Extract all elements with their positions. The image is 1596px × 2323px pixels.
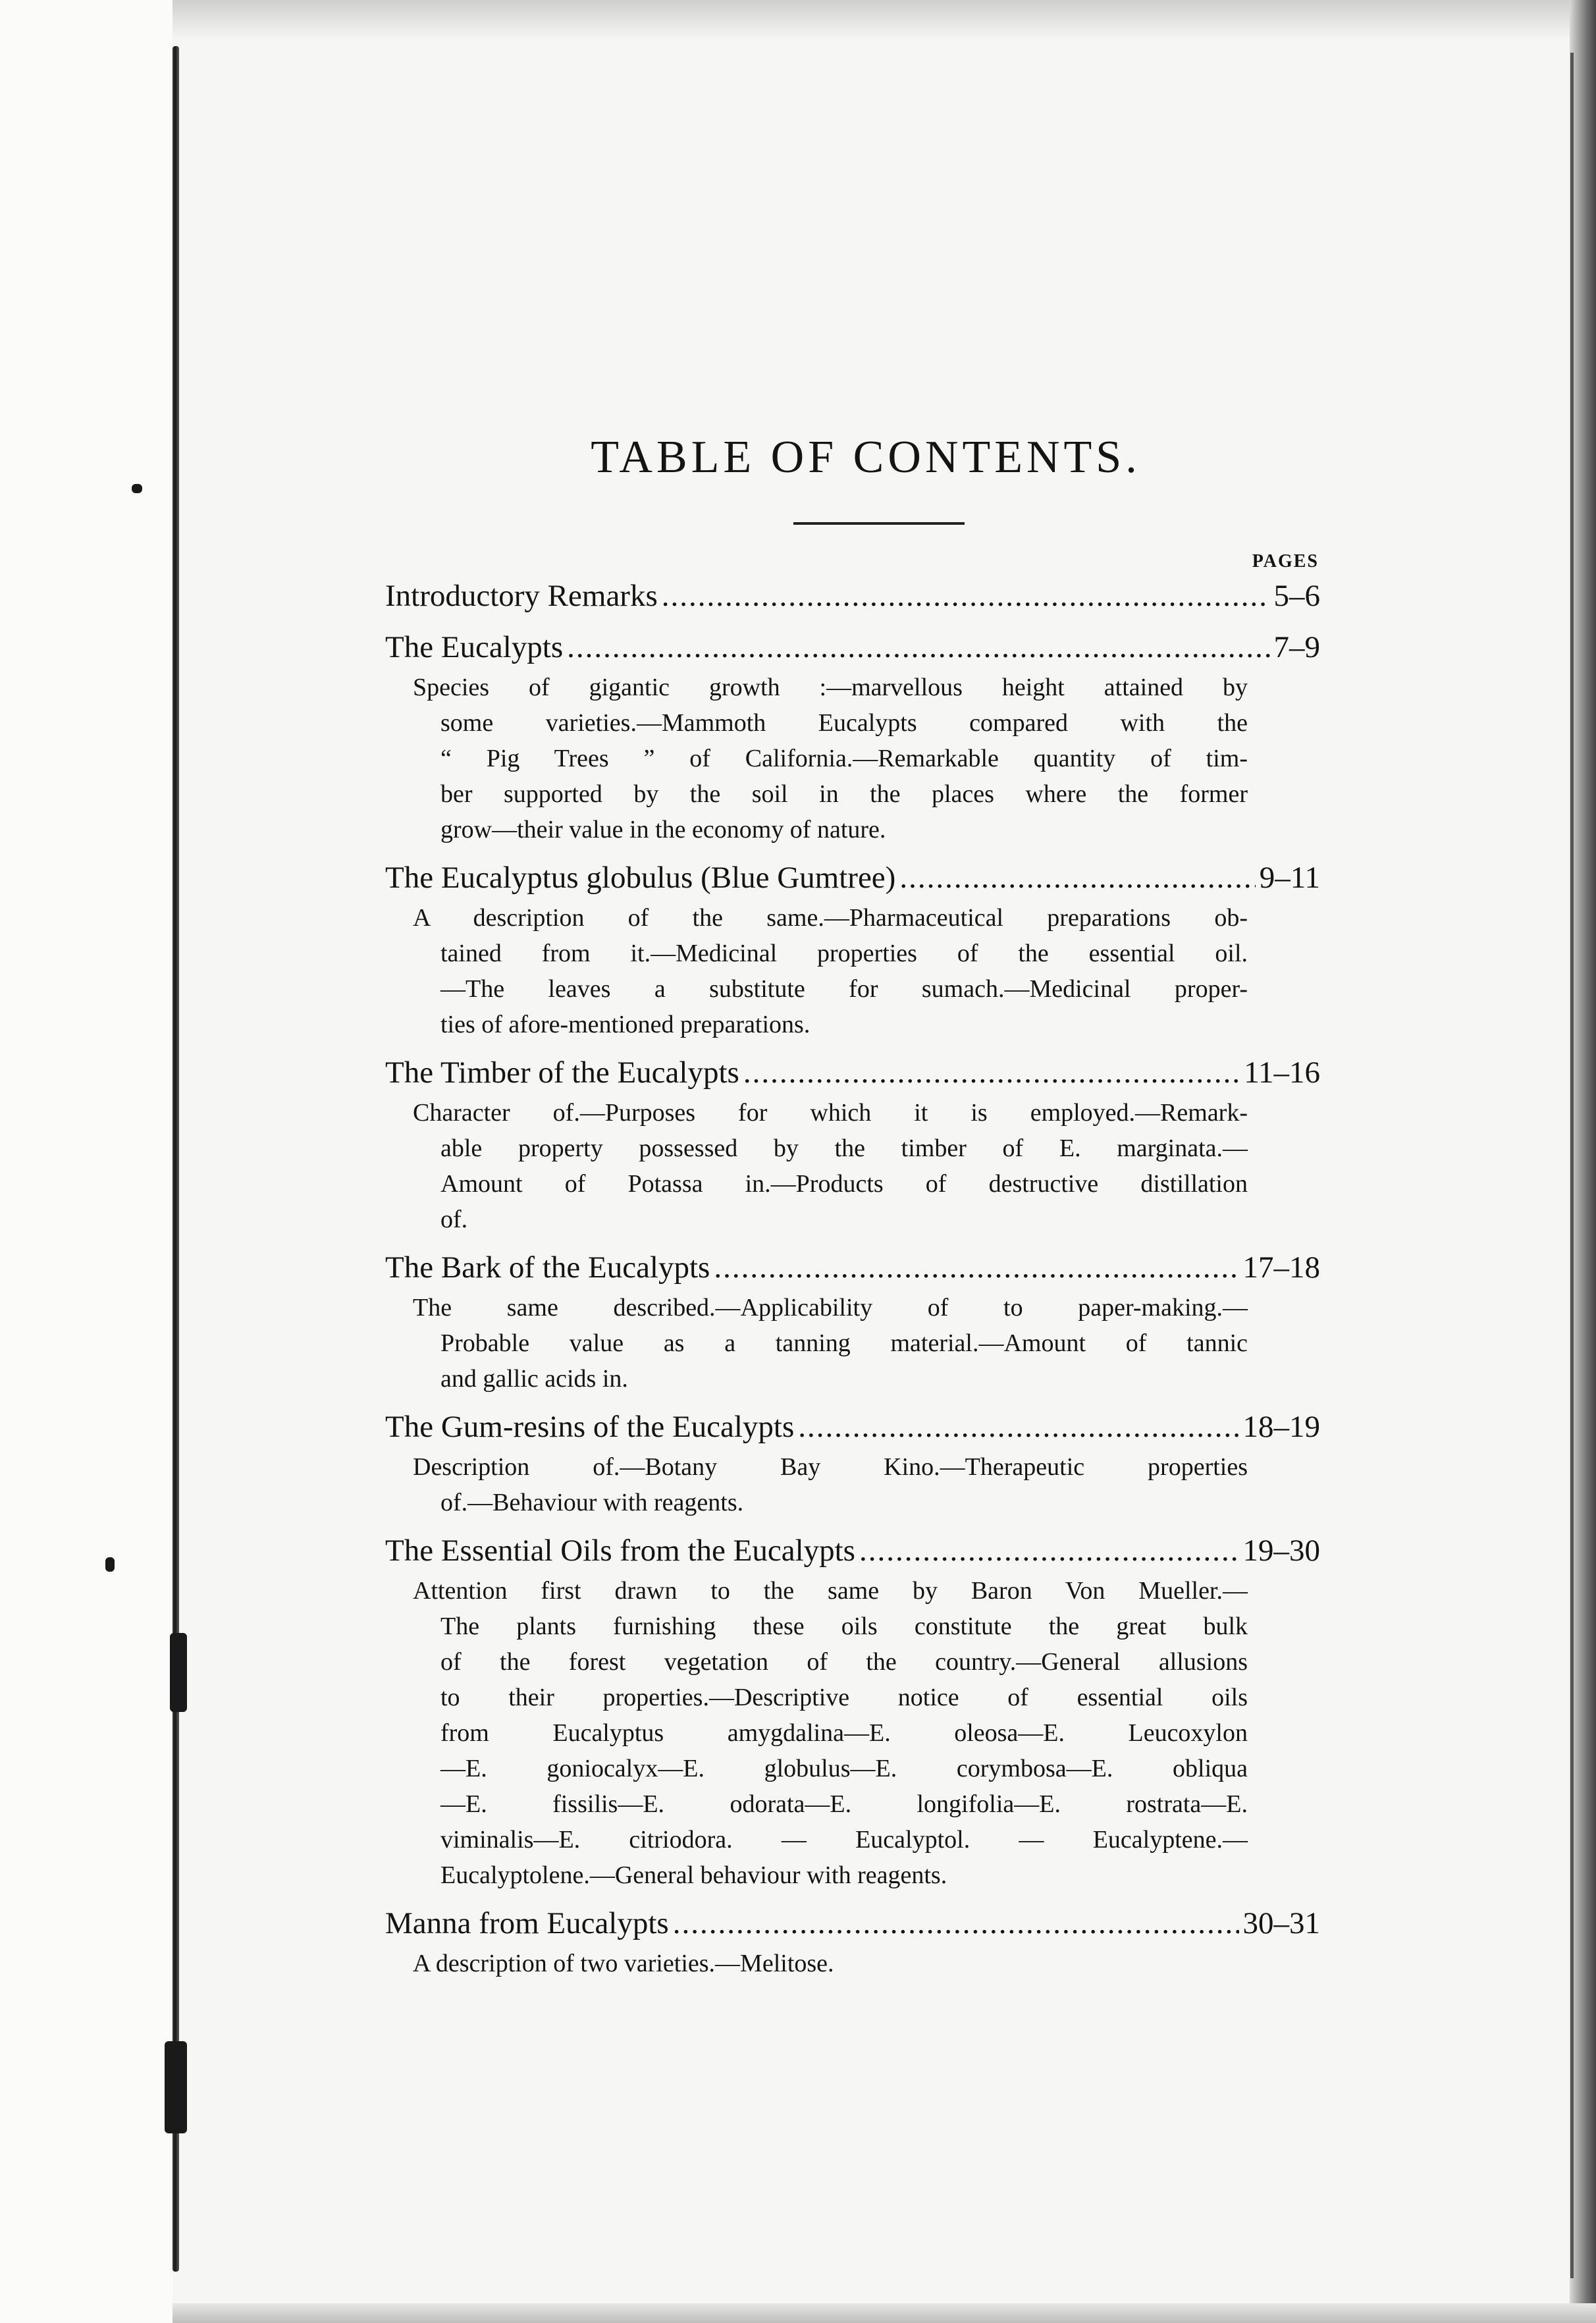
right-edge-line [1570, 53, 1574, 2278]
dot-leader [859, 1530, 1239, 1572]
entry-title: The Gum-resins of the Eucalypts [385, 1410, 795, 1444]
entry-page-range: 17–18 [1242, 1250, 1320, 1285]
entry-heading-line [385, 1406, 1320, 1448]
show-through-text [421, 309, 428, 340]
entry-heading-line [385, 575, 1320, 617]
entry-title: The Essential Oils from the Eucalypts [385, 1534, 855, 1568]
description-line: from Eucalyptus amygdalina—E. oleosa—E. Leucoxylon [440, 1719, 1248, 1747]
description-line: grow—their value in the economy of nature. [440, 816, 886, 843]
description-line: The plants furnishing these oils constitute the great bulk [440, 1613, 1248, 1640]
contents-entry [385, 1406, 1320, 1520]
dot-leader [798, 1406, 1238, 1448]
entry-page-range: 18–19 [1242, 1410, 1320, 1444]
description-line: able property possessed by the timber of E. marginata.— [440, 1135, 1248, 1162]
binding-mark [105, 1557, 115, 1572]
entry-title: Manna from Eucalypts [385, 1906, 669, 1940]
bottom-page-edge [173, 2303, 1596, 2323]
description-line: Amount of Potassa in.—Products of destructive distillation [440, 1170, 1248, 1198]
description-line: Species of gigantic growth :—marvellous height attained by [413, 674, 1248, 701]
description-line: A description of two varieties.—Melitose. [413, 1950, 834, 1977]
top-page-edge [173, 0, 1596, 40]
entry-title: Introductory Remarks [385, 579, 658, 613]
description-line: tained from it.—Medicinal properties of the essential oil. [440, 940, 1248, 967]
entry-heading-line [385, 857, 1320, 899]
contents-list [385, 575, 1320, 1981]
description-line: of.—Behaviour with reagents. [440, 1489, 744, 1516]
contents-entry [385, 626, 1320, 847]
description-line: —The leaves a substitute for sumach.—Medicinal proper- [440, 975, 1248, 1003]
description-line: —E. fissilis—E. odorata—E. longifolia—E. rostrata—E. [440, 1790, 1248, 1818]
description-line: Attention first drawn to the same by Baron Von Mueller.— [413, 1577, 1248, 1605]
description-line: —E. goniocalyx—E. globulus—E. corymbosa—E. obliqua [440, 1755, 1248, 1782]
description-line: of. [440, 1206, 468, 1233]
entry-description [413, 1573, 1248, 1893]
description-line: A description of the same.—Pharmaceutical preparations ob- [413, 904, 1248, 932]
page-title: TABLE OF CONTENTS. [591, 432, 1141, 483]
description-line: some varieties.—Mammoth Eucalypts compared with the [440, 709, 1248, 737]
description-line: ties of afore-mentioned preparations. [440, 1011, 811, 1038]
contents-entry [385, 575, 1320, 617]
pages-column-header: PAGES [1252, 551, 1319, 572]
entry-description [413, 1290, 1248, 1397]
entry-title: The Eucalypts [385, 630, 564, 664]
description-line: of the forest vegetation of the country.—General allusions [440, 1648, 1248, 1676]
contents-entry [385, 1246, 1320, 1397]
entry-title: The Eucalyptus globulus (Blue Gumtree) [385, 861, 896, 895]
entry-page-range: 19–30 [1242, 1534, 1320, 1568]
dot-leader [673, 1902, 1239, 1944]
binding-mark [132, 484, 142, 493]
dot-leader [662, 575, 1270, 617]
binding-line [173, 46, 179, 2272]
description-line: “ Pig Trees ” of California.—Remarkable quantity of tim- [440, 745, 1248, 772]
description-line: ber supported by the soil in the places where the former [440, 780, 1248, 808]
dot-leader [714, 1246, 1238, 1289]
description-line: Character of.—Purposes for which it is employed.—Remark- [413, 1099, 1248, 1127]
entry-title: The Timber of the Eucalypts [385, 1055, 739, 1090]
description-line: and gallic acids in. [440, 1365, 628, 1393]
description-line: to their properties.—Descriptive notice of essential oils [440, 1684, 1248, 1711]
contents-entry [385, 857, 1320, 1042]
dot-leader [567, 626, 1269, 668]
entry-heading-line [385, 1246, 1320, 1289]
description-line: Probable value as a tanning material.—Amount of tannic [440, 1329, 1248, 1357]
contents-entry [385, 1530, 1320, 1893]
entry-page-range: 11–16 [1244, 1055, 1320, 1090]
title-rule [793, 522, 965, 525]
entry-description [413, 900, 1248, 1042]
entry-description [413, 1095, 1248, 1237]
description-line: Description of.—Botany Bay Kino.—Therapeutic properties [413, 1453, 1248, 1481]
entry-title: The Bark of the Eucalypts [385, 1250, 710, 1285]
entry-heading-line [385, 1902, 1320, 1944]
entry-heading-line [385, 1052, 1320, 1094]
binding-mark [170, 1633, 187, 1712]
binding-mark [165, 2041, 187, 2133]
contents-entry [385, 1902, 1320, 1981]
contents-entry [385, 1052, 1320, 1237]
entry-page-range: 7–9 [1273, 630, 1320, 664]
entry-heading-line [385, 1530, 1320, 1572]
entry-page-range: 5–6 [1273, 579, 1320, 613]
entry-description [413, 1449, 1248, 1520]
right-page-edge [1570, 0, 1596, 2323]
description-line: viminalis—E. citriodora. — Eucalyptol. — Eucalyptene.— [440, 1826, 1248, 1854]
description-line: The same described.—Applicability of to paper-making.— [413, 1294, 1248, 1322]
dot-leader [899, 857, 1255, 899]
dot-leader [743, 1052, 1240, 1094]
description-line: Eucalyptolene.—General behaviour with reagents. [440, 1861, 947, 1889]
entry-page-range: 9–11 [1259, 861, 1320, 895]
entry-description [413, 670, 1248, 847]
entry-description [413, 1946, 1248, 1981]
left-margin [0, 0, 173, 2323]
entry-page-range: 30–31 [1242, 1906, 1320, 1940]
table-of-contents [385, 431, 1320, 1990]
entry-heading-line [385, 626, 1320, 668]
